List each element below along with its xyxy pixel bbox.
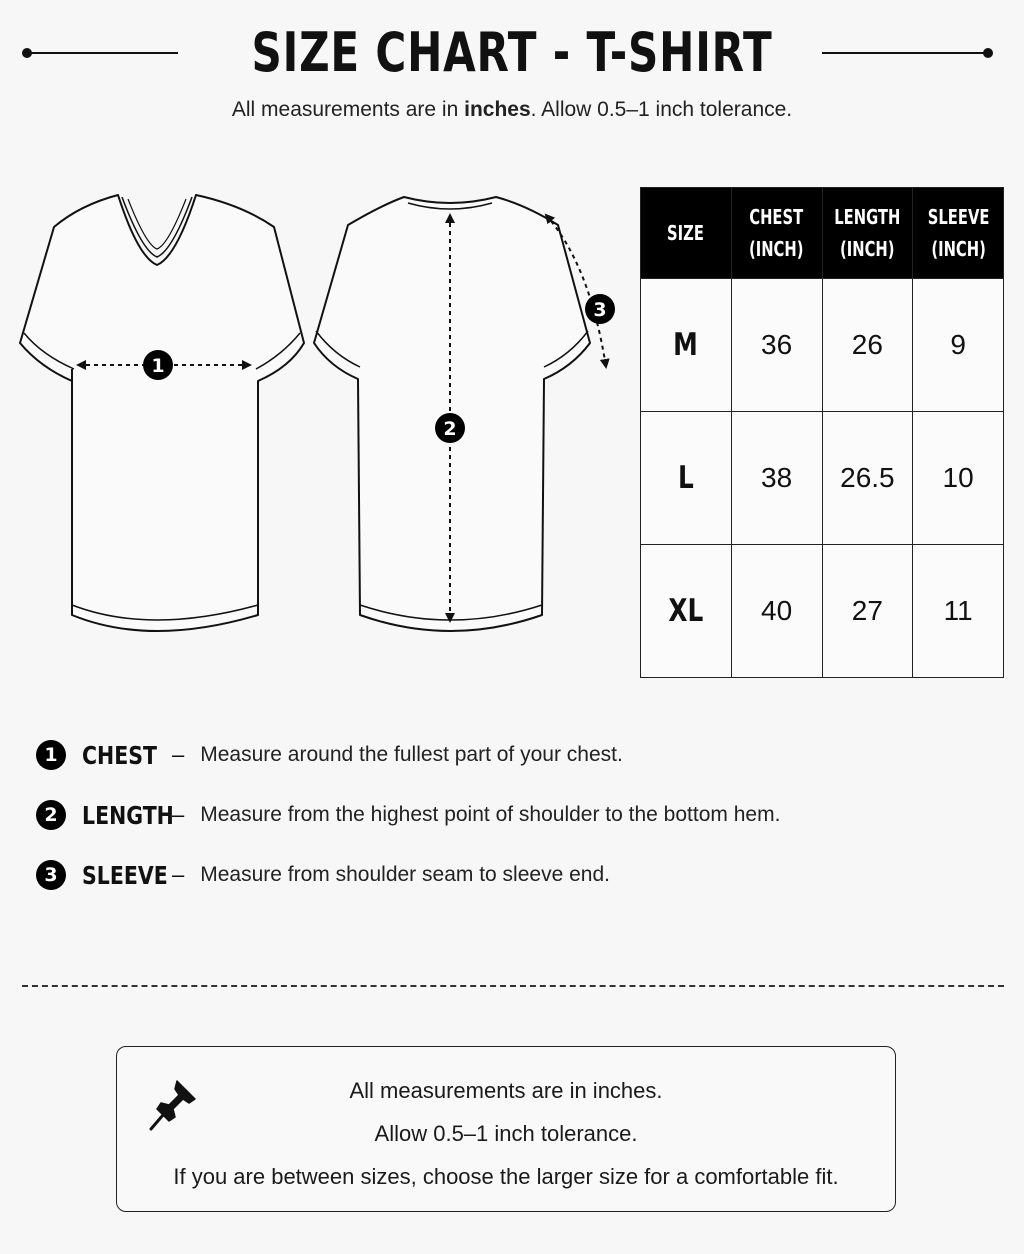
legend-number-badge: 1 — [36, 740, 66, 770]
header-chest-label: CHEST — [749, 205, 804, 229]
legend-term: CHEST — [82, 740, 157, 770]
note-line: If you are between sizes, choose the larger size for a comfortable fit. — [173, 1164, 839, 1189]
header-length-unit: (INCH) — [840, 237, 895, 261]
title-rule-left-dot — [22, 48, 32, 58]
header-sleeve-label: SLEEVE — [927, 205, 989, 229]
legend-dash: – — [172, 802, 185, 827]
note-box — [116, 1046, 896, 1212]
note-line: All measurements are in inches. — [349, 1078, 663, 1103]
table-row — [641, 545, 1004, 678]
legend-description: Measure around the fullest part of your chest. — [200, 743, 623, 766]
size-label: L — [677, 460, 694, 496]
note-line: Allow 0.5–1 inch tolerance. — [374, 1121, 638, 1146]
legend-term: SLEEVE — [82, 860, 168, 890]
chest-cell: 36 — [731, 279, 822, 412]
chest-marker-number: 1 — [151, 355, 165, 377]
length-cell: 26.5 — [822, 412, 913, 545]
header-size — [641, 188, 732, 279]
legend-description: Measure from shoulder seam to sleeve end. — [200, 863, 610, 886]
header-sleeve-unit: (INCH) — [930, 237, 986, 261]
size-cell — [641, 545, 732, 678]
size-table — [640, 187, 1004, 678]
length-cell: 26 — [822, 279, 913, 412]
legend-item-length — [36, 795, 780, 835]
chest-cell: 40 — [731, 545, 822, 678]
legend-dash: – — [172, 862, 185, 887]
legend-number-badge: 2 — [36, 800, 66, 830]
header-length-label: LENGTH — [834, 205, 901, 229]
title-rule-right — [822, 52, 988, 54]
front-shirt-outline — [20, 195, 304, 631]
legend-term: LENGTH — [82, 800, 174, 830]
size-label: XL — [668, 593, 704, 629]
chest-cell: 38 — [731, 412, 822, 545]
length-marker-number: 2 — [443, 418, 457, 440]
legend-number-badge: 3 — [36, 860, 66, 890]
header-sleeve — [913, 188, 1004, 279]
subtitle-bold-unit: inches — [464, 98, 531, 121]
sleeve-cell: 10 — [913, 412, 1004, 545]
note-text — [117, 1069, 895, 1198]
table-header-row — [641, 188, 1004, 279]
subtitle-text-start: All measurements are in — [231, 98, 465, 121]
subtitle — [0, 96, 1024, 124]
subtitle-text-end: . Allow 0.5–1 inch tolerance. — [530, 98, 793, 121]
size-label: M — [673, 327, 699, 363]
page-title: SIZE CHART - T-SHIRT — [251, 21, 773, 84]
length-cell: 27 — [822, 545, 913, 678]
tshirt-diagram — [10, 185, 630, 655]
legend-item-sleeve — [36, 855, 610, 895]
legend-description: Measure from the highest point of shoulder to the bottom hem. — [200, 803, 781, 826]
table-row — [641, 279, 1004, 412]
table-row — [641, 412, 1004, 545]
header-length — [822, 188, 913, 279]
header-chest — [731, 188, 822, 279]
title-row — [0, 12, 1024, 92]
header-size-label: SIZE — [667, 221, 705, 245]
size-cell — [641, 279, 732, 412]
header-chest-unit: (INCH) — [749, 237, 804, 261]
legend-item-chest — [36, 735, 623, 775]
legend-dash: – — [172, 742, 185, 767]
title-rule-right-dot — [983, 48, 993, 58]
sleeve-cell: 9 — [913, 279, 1004, 412]
size-cell — [641, 412, 732, 545]
sleeve-marker-number: 3 — [593, 299, 607, 321]
dashed-divider — [22, 985, 1004, 987]
sleeve-cell: 11 — [913, 545, 1004, 678]
